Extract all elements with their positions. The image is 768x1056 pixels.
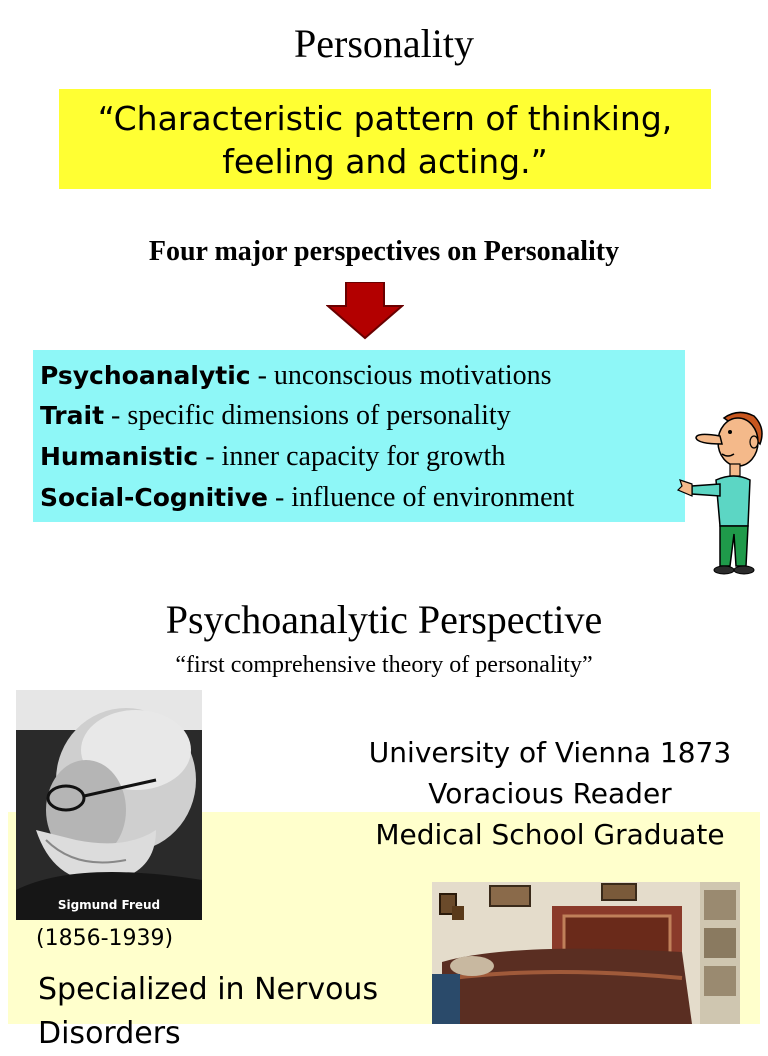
perspective-row-humanistic xyxy=(40,441,505,473)
perspectives-heading: Four major perspectives on Personality xyxy=(148,236,620,267)
definition-text xyxy=(59,97,711,183)
freud-portrait-image xyxy=(16,690,202,920)
definition-line-2: feeling and acting.” xyxy=(222,142,548,181)
perspective-row-psychoanalytic xyxy=(40,360,552,392)
perspective-term: Social-Cognitive xyxy=(40,483,268,512)
perspective-row-trait xyxy=(40,400,511,432)
specialization-text: Specialized in Nervous Disorders xyxy=(38,972,379,1051)
fact-line: Voracious Reader xyxy=(428,777,672,810)
photo-caption: Sigmund Freud xyxy=(57,898,161,912)
definition-line-1: “Characteristic pattern of thinking, xyxy=(97,99,673,138)
biography-facts xyxy=(330,732,768,855)
down-arrow-icon xyxy=(326,282,404,340)
perspective-term: Humanistic xyxy=(40,442,199,471)
section-quote: “first comprehensive theory of personality” xyxy=(175,652,593,678)
freud-couch-image xyxy=(432,882,740,1024)
page-title: Personality xyxy=(294,21,474,66)
perspective-description: - influence of environment xyxy=(267,482,575,513)
fact-line: University of Vienna 1873 xyxy=(368,736,732,769)
section-title: Psychoanalytic Perspective xyxy=(165,597,603,642)
perspective-term: Psychoanalytic xyxy=(40,361,251,390)
perspective-description: - unconscious motivations xyxy=(250,360,552,391)
pointing-man-illustration xyxy=(676,408,766,578)
lifespan-text: (1856-1939) xyxy=(36,926,174,951)
perspective-row-social-cognitive xyxy=(40,482,574,514)
fact-line: Medical School Graduate xyxy=(375,818,725,851)
perspective-description: - inner capacity for growth xyxy=(198,441,506,472)
perspective-term: Trait xyxy=(40,401,105,430)
perspective-description: - specific dimensions of personality xyxy=(104,400,511,431)
